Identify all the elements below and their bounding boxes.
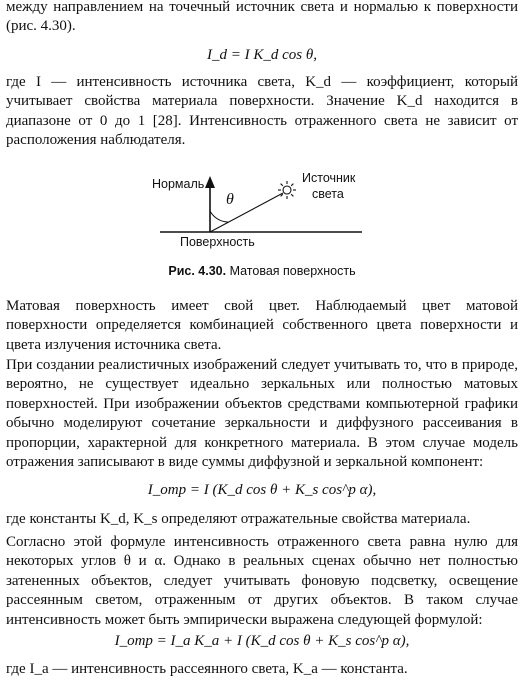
figure-matte-surface xyxy=(150,168,390,252)
light-ray xyxy=(210,193,283,232)
formula-reflection: I_отр = I (K_d cos θ + K_s cos^p α), xyxy=(147,482,377,498)
paragraph-1: где I — интенсивность источника света, K_d — коэффициент, который учитывает свойства материала поверхности. Значение K_d находится в диапазоне от 0 до 1 [28]. Интенсивность отраженного света не зависит от расположения наблюдателя. xyxy=(6,74,518,149)
source-label-line1: Источник xyxy=(302,171,356,185)
paragraph-2: Матовая поверхность имеет свой цвет. Наблюдаемый цвет матовой поверхности определяется комбинацией собственного цвета поверхности и цвета излучения источника света. xyxy=(6,298,518,353)
paragraph-4: где константы K_d, K_s определяют отражательные свойства материала. xyxy=(6,511,471,527)
formula-ambient: I_отр = I_a K_a + I (K_d cos θ + K_s cos^p α), xyxy=(114,633,410,649)
surface-label: Поверхность xyxy=(180,235,255,249)
paragraph-5: Согласно этой формуле интенсивность отраженного света равна нулю для некоторых углов θ и α. Однако в реальных сценах обычно нет полностью затененных объектов, следует учитывать фоновую подсветку, освещение рассеянным светом, отраженным от других объектов. В таком случае интенсивность может быть эмпирически выражена следующей формулой: xyxy=(6,534,518,628)
angle-arc xyxy=(210,211,228,222)
caption-text: Матовая поверхность xyxy=(229,264,356,278)
paragraph-6: где I_a — интенсивность рассеянного света, K_a — константа. xyxy=(6,661,408,677)
formula-diffuse: I_d = I K_d cos θ, xyxy=(207,47,317,63)
caption-number: Рис. 4.30. xyxy=(168,264,227,278)
sun-icon xyxy=(278,181,296,199)
paragraph-3: При создании реалистичных изображений следует учитывать то, что в природе, вероятно, не существует идеально зеркальных или полностью матовых поверхностей. При изображении объектов средствами компьютерной графики обычно моделируют сочетание зеркальности и диффузного рассеивания в пропорции, характерной для конкретного материала. В этом случае модель отражения записывают в виде суммы диффузной и зеркальной компонент: xyxy=(6,357,518,471)
figure-caption xyxy=(0,264,524,278)
source-label-line2: света xyxy=(312,187,344,201)
normal-label: Нормаль xyxy=(152,177,205,191)
theta-symbol: θ xyxy=(226,191,234,208)
paragraph-0: между направлением на точечный источник света и нормалью к поверхности (рис. 4.30). xyxy=(6,0,518,35)
